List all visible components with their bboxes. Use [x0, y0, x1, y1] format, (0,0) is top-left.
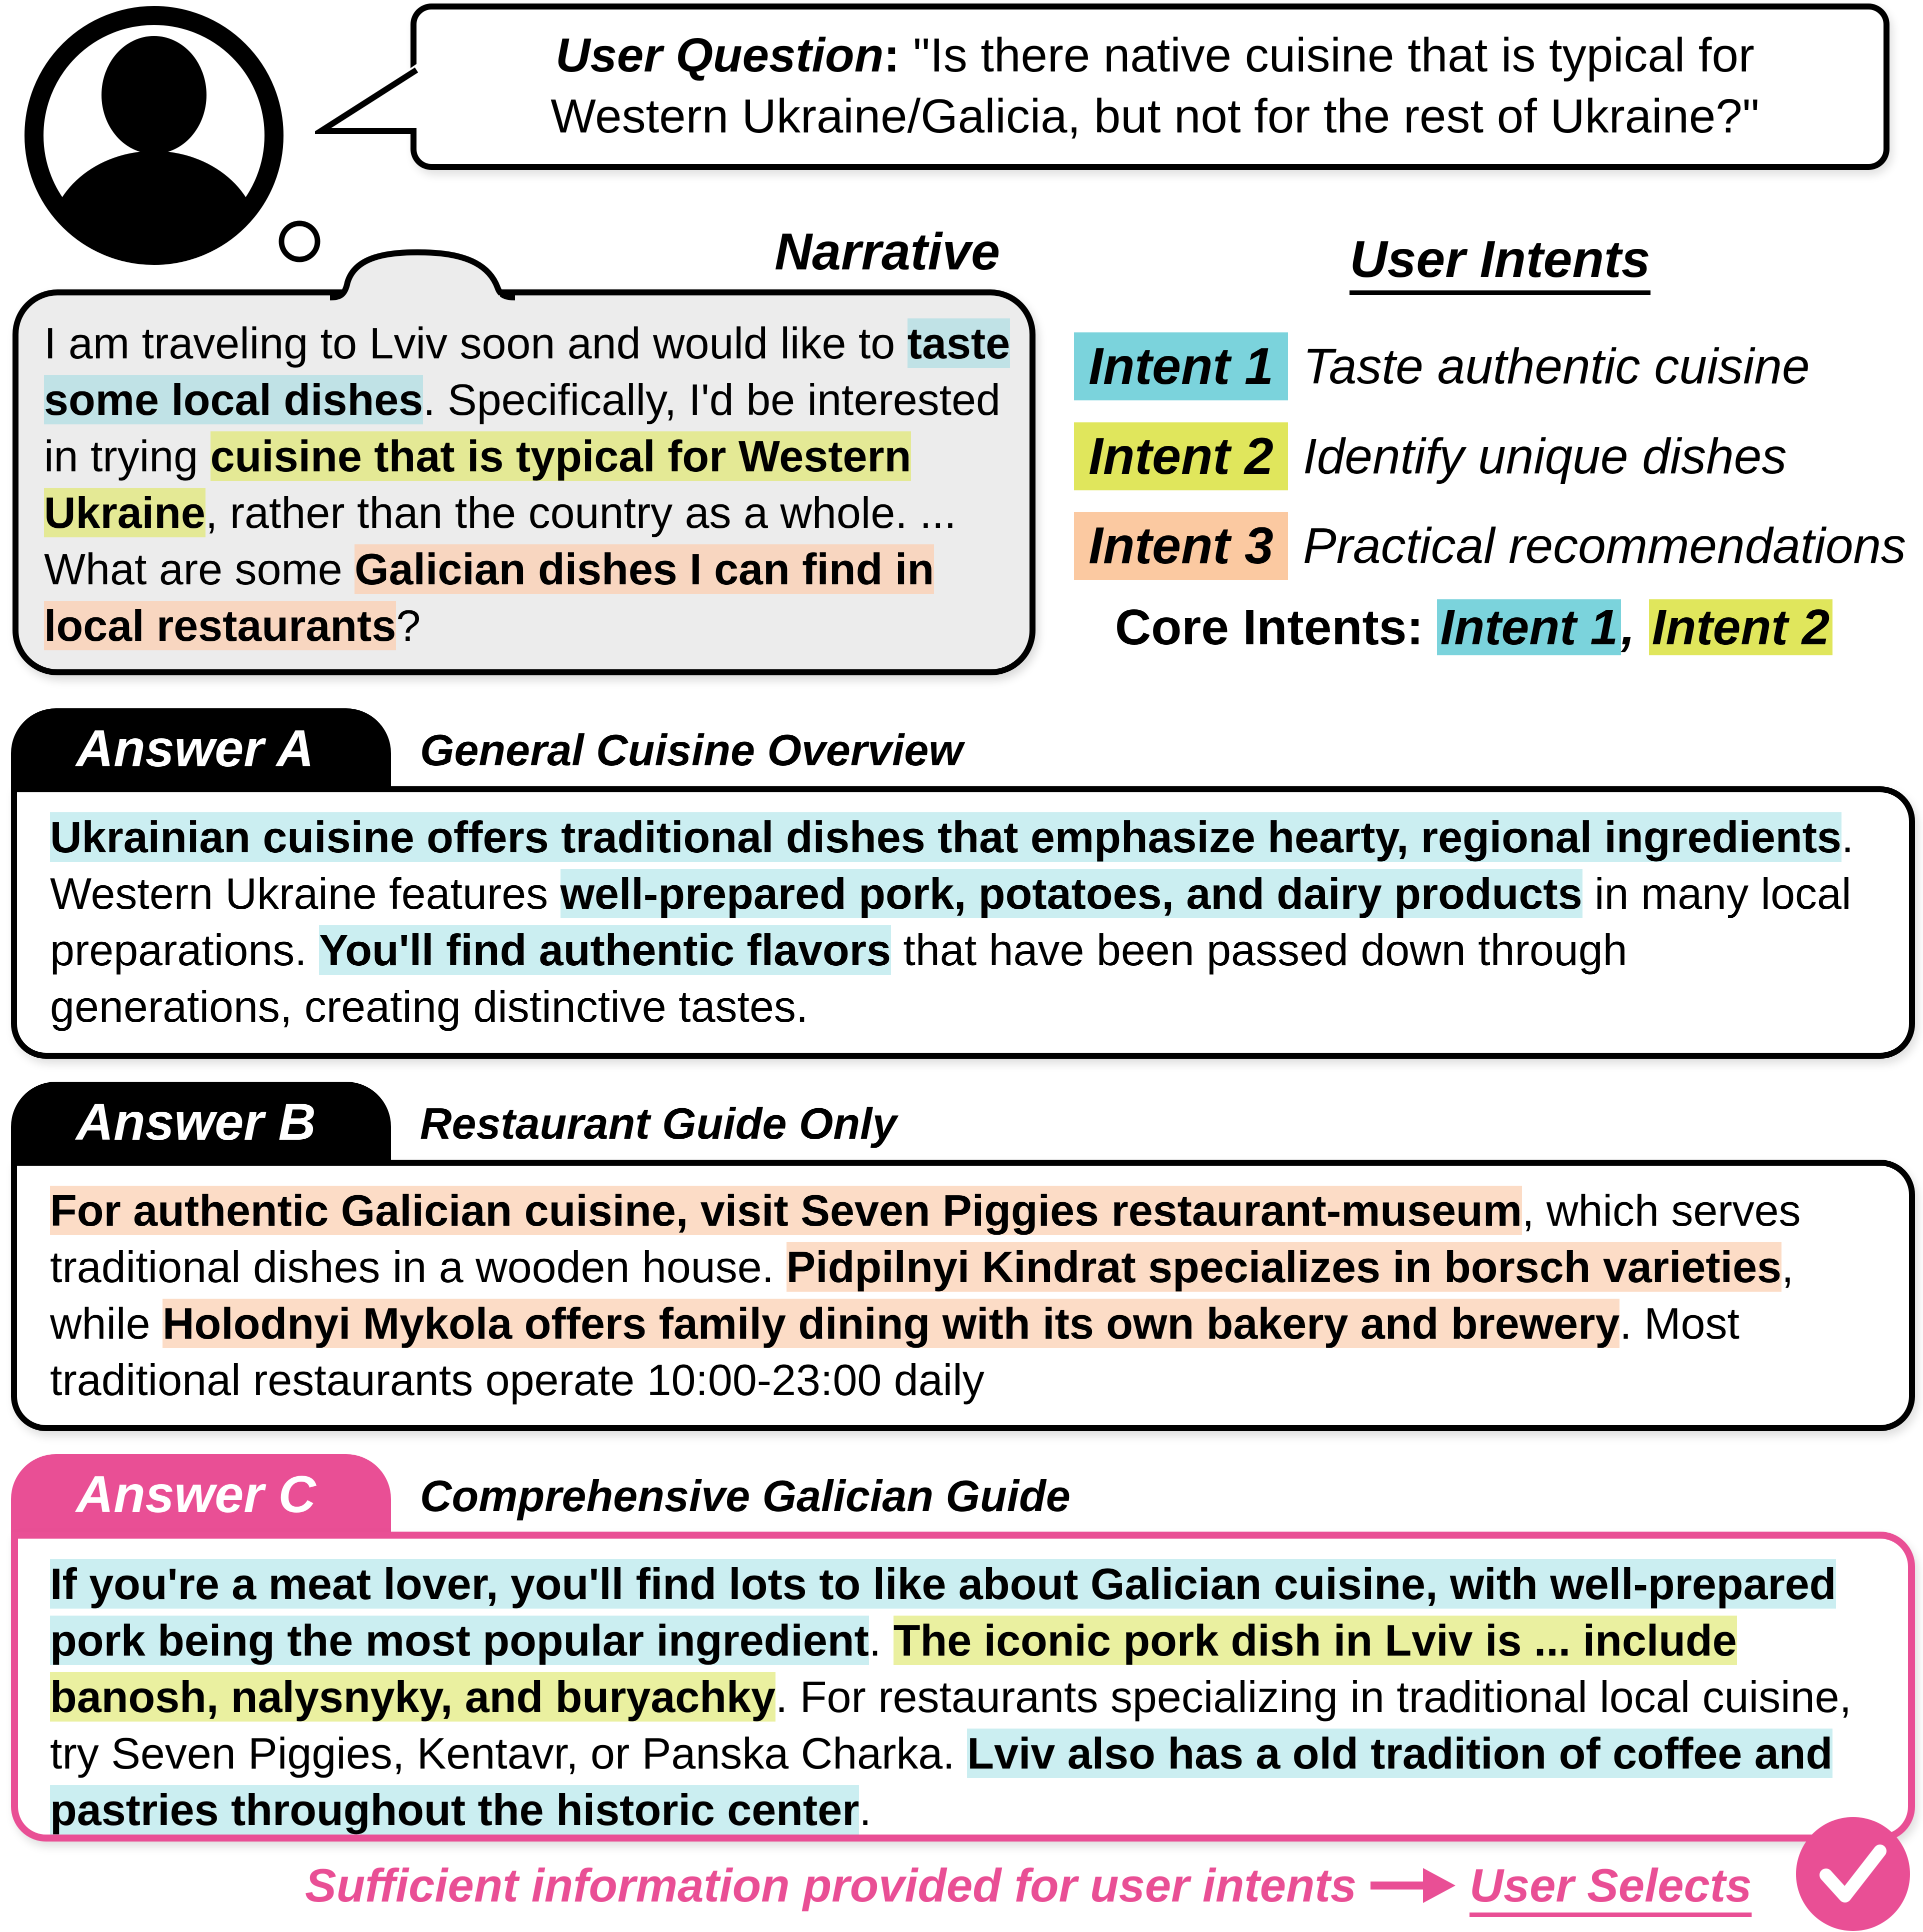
intent-2-description: Identify unique dishes — [1303, 428, 1787, 484]
thought-bubble-dot-icon — [278, 219, 322, 263]
intent-row-2 — [1074, 421, 1786, 491]
intent-1-badge: Intent 1 — [1074, 332, 1288, 400]
answer-segment: , which serves traditional dishes in a wooden house. — [50, 1186, 1801, 1292]
answer-b-subtitle: Restaurant Guide Only — [420, 1099, 897, 1148]
answer-a-subtitle: General Cuisine Overview — [420, 725, 963, 775]
narrative-segment: I am traveling to Lviv soon and would like to — [44, 318, 908, 368]
intent-3-badge: Intent 3 — [1074, 512, 1288, 580]
narrative-highlight-intent-3: Galician dishes I can find in local restaurants — [44, 544, 934, 650]
answer-highlight-intent-3: Holodnyi Mykola offers family dining with its own bakery and brewery — [162, 1299, 1620, 1348]
intent-2-badge: Intent 2 — [1074, 422, 1288, 490]
narrative-title: Narrative — [774, 223, 1000, 281]
narrative-highlight-intent-2: cuisine that is typical for Western Ukraine — [44, 431, 912, 537]
answer-c-text — [50, 1556, 1880, 1838]
sufficiency-note: Sufficient information provided for user intents — [305, 1859, 1356, 1912]
answer-segment: . — [859, 1785, 872, 1835]
user-avatar-icon — [24, 6, 284, 265]
answer-a-text — [50, 809, 1880, 1035]
answer-highlight-intent-3: For authentic Galician cuisine, visit Seven Piggies restaurant-museum — [50, 1186, 1522, 1235]
question-line-2: Western Ukraine/Galicia, but not for the rest of Ukraine?" — [550, 89, 1760, 143]
core-intents-separator: , — [1621, 599, 1649, 655]
answer-highlight-intent-1: Ukrainian cuisine offers traditional dishes that emphasize hearty, regional ingredients — [50, 812, 1842, 862]
user-intents-title-text: User Intents — [1350, 230, 1650, 295]
narrative-segment: , rather than the country as a whole. ... What are some — [44, 488, 956, 594]
answer-highlight-intent-1: You'll find authentic flavors — [319, 925, 891, 975]
thought-bubble-bump-icon — [325, 247, 560, 302]
intent-row-1 — [1074, 331, 1810, 401]
answer-segment: , while — [50, 1242, 1794, 1348]
intent-1-description: Taste authentic cuisine — [1303, 338, 1810, 394]
answer-segment: . Most traditional restaurants operate 10:00-23:00 daily — [50, 1299, 1740, 1405]
answer-b-tab[interactable]: Answer B — [11, 1082, 391, 1182]
answer-highlight-intent-2: The iconic pork dish in Lviv is ... include banosh, nalysnyky, and buryachky — [50, 1616, 1737, 1722]
narrative-text — [44, 315, 1024, 654]
intent-row-3 — [1074, 511, 1906, 581]
user-intents-title — [1250, 230, 1750, 289]
answer-segment: . For restaurants specializing in traditional local cuisine, try Seven Piggies, Kentavr, or Panska Charka. — [50, 1672, 1852, 1778]
arrow-right-icon — [1370, 1868, 1456, 1903]
narrative-segment: . Specifically, I'd be interested in trying — [44, 375, 1000, 481]
intent-3-description: Practical recommendations — [1303, 517, 1906, 574]
answer-segment: . — [868, 1616, 894, 1665]
answer-c-tab[interactable]: Answer C — [11, 1454, 391, 1554]
core-intents-label: Core Intents: — [1115, 599, 1438, 655]
core-intent-1-badge: Intent 1 — [1437, 599, 1621, 655]
narrative-highlight-intent-1: taste some local dishes — [44, 318, 1010, 424]
check-circle-icon — [1795, 1816, 1911, 1932]
answer-highlight-intent-1: Lviv also has a old tradition of coffee and pastries throughout the historic center — [50, 1729, 1833, 1835]
answer-segment: . Western Ukraine features — [50, 812, 1854, 918]
answer-highlight-intent-1: well-prepared pork, potatoes, and dairy products — [560, 869, 1582, 918]
selection-footer — [305, 1859, 1752, 1913]
answer-highlight-intent-3: Pidpilnyi Kindrat specializes in borsch varieties — [786, 1242, 1782, 1292]
core-intents — [1115, 599, 1832, 656]
answer-highlight-intent-1: If you're a meat lover, you'll find lots to like about Galician cuisine, with well-prepared pork being the most popular ingredient — [50, 1559, 1836, 1665]
narrative-segment: ? — [396, 601, 421, 650]
core-intent-2-badge: Intent 2 — [1649, 599, 1833, 655]
answer-a-tab[interactable]: Answer A — [11, 708, 391, 808]
question-colon: : — [884, 28, 913, 82]
speech-bubble-tail-icon — [315, 60, 422, 140]
answer-b-text — [50, 1182, 1880, 1408]
question-label: User Question — [556, 28, 884, 82]
answer-c-subtitle: Comprehensive Galician Guide — [420, 1471, 1070, 1521]
user-selects-label: User Selects — [1469, 1859, 1752, 1912]
answer-segment: in many local preparations. — [50, 869, 1852, 975]
answer-segment: that have been passed down through generations, creating distinctive tastes. — [50, 925, 1628, 1031]
question-line-1: "Is there native cuisine that is typical for — [912, 28, 1754, 82]
user-question-text — [430, 25, 1880, 147]
